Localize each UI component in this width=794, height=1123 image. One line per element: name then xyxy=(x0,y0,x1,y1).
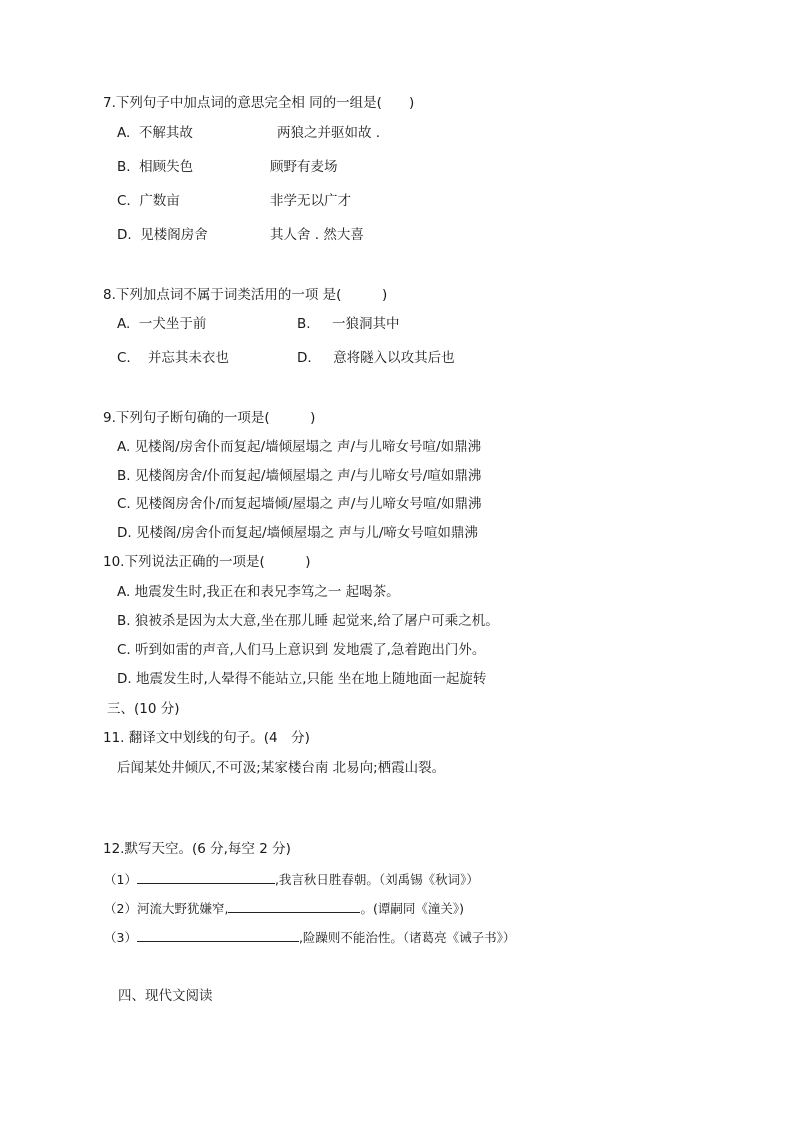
option-left: 不解其故 xyxy=(138,125,193,141)
section-3-heading: 三、(10 分) xyxy=(107,701,180,717)
answer-blank[interactable] xyxy=(137,869,275,884)
q12-stem: 12.默写天空。(6 分,每空 2 分) xyxy=(103,841,291,857)
q7-option-a-right: 两狼之并驱如故 . xyxy=(277,125,381,141)
item-after: 。(谭嗣同《潼关》) xyxy=(360,901,464,916)
q11-text: 后闻某处井倾仄,不可汲;某家楼台南 北易向;栖霞山裂。 xyxy=(117,760,446,776)
q7-option-b-right: 顾野有麦场 xyxy=(270,159,338,175)
option-text: 意将隧入以攻其后也 xyxy=(333,350,455,366)
item-number: （2） xyxy=(104,901,137,916)
q12-item-1 xyxy=(104,869,479,889)
answer-blank[interactable] xyxy=(228,898,360,913)
q9-option-c: C. 见楼阁房舍仆/而复起墙倾/屋塌之 声/与儿啼女号喧/如鼎沸 xyxy=(117,496,482,512)
item-number: （3） xyxy=(104,930,137,945)
option-text: 一狼洞其中 xyxy=(332,316,400,332)
q12-item-2 xyxy=(104,898,464,918)
q8-option-d xyxy=(297,349,455,367)
item-number: （1） xyxy=(104,872,137,887)
q10-option-c: C. 听到如雷的声音,人们马上意识到 发地震了,急着跑出门外。 xyxy=(117,642,486,658)
option-left: 广数亩 xyxy=(139,193,180,209)
q7-option-a xyxy=(117,124,193,142)
q7-option-c-right: 非学无以广才 xyxy=(270,193,351,209)
q8-stem: 8.下列加点词不属于词类活用的一项 是( ) xyxy=(103,287,388,303)
option-label: B. xyxy=(117,159,131,175)
item-after: ,我言秋日胜春朝。（刘禹锡《秋词》） xyxy=(274,872,479,887)
q7-option-d xyxy=(117,226,208,244)
q10-option-a: A. 地震发生时,我正在和表兄李笃之一 起喝茶。 xyxy=(117,584,400,600)
q9-option-b: B. 见楼阁房舍/仆而复起/墙倾屋塌之 声/与儿啼女号/喧如鼎沸 xyxy=(117,468,482,484)
option-label: A. xyxy=(117,316,131,332)
q8-option-c xyxy=(117,349,229,367)
option-label: A. xyxy=(117,125,131,141)
option-label: D. xyxy=(117,227,132,243)
q9-option-d: D. 见楼阁/房舍仆而复起/墙倾屋塌之 声与儿/啼女号喧如鼎沸 xyxy=(117,525,478,541)
option-text: 一犬坐于前 xyxy=(138,316,207,332)
option-label: C. xyxy=(117,193,131,209)
q7-option-b xyxy=(117,158,193,176)
option-label: D. xyxy=(297,350,312,366)
section-4-heading: 四、现代文阅读 xyxy=(118,988,213,1004)
q8-option-a xyxy=(117,315,206,333)
q8-option-b xyxy=(297,315,400,333)
q10-stem: 10.下列说法正确的一项是( ) xyxy=(103,554,311,570)
item-after: ,险躁则不能治性。（诸葛亮《诫子书》） xyxy=(298,930,516,945)
q7-option-c xyxy=(117,192,180,210)
option-left: 见楼阁房舍 xyxy=(140,227,208,243)
q7-option-d-right: 其人舍 . 然大喜 xyxy=(270,227,364,243)
option-left: 相顾失色 xyxy=(139,159,194,175)
option-label: B. xyxy=(297,316,311,332)
q10-option-d: D. 地震发生时,人晕得不能站立,只能 坐在地上随地面一起旋转 xyxy=(117,671,487,687)
option-text: 并忘其未衣也 xyxy=(147,350,229,366)
option-label: C. xyxy=(117,350,131,366)
q12-item-3 xyxy=(104,927,515,947)
answer-blank[interactable] xyxy=(137,927,299,942)
q10-option-b: B. 狼被杀是因为太大意,坐在那儿睡 起觉来,给了屠户可乘之机。 xyxy=(117,613,499,629)
q9-option-a: A. 见楼阁/房舍仆而复起/墙倾屋塌之 声/与儿啼女号喧/如鼎沸 xyxy=(117,439,482,455)
item-before: 河流大野犹嫌窄, xyxy=(136,901,229,916)
q11-stem: 11. 翻译文中划线的句子。(4 分) xyxy=(103,730,310,746)
q7-stem: 7.下列句子中加点词的意思完全相 同的一组是( ) xyxy=(103,95,415,111)
q9-stem: 9.下列句子断句确的一项是( ) xyxy=(103,410,316,426)
